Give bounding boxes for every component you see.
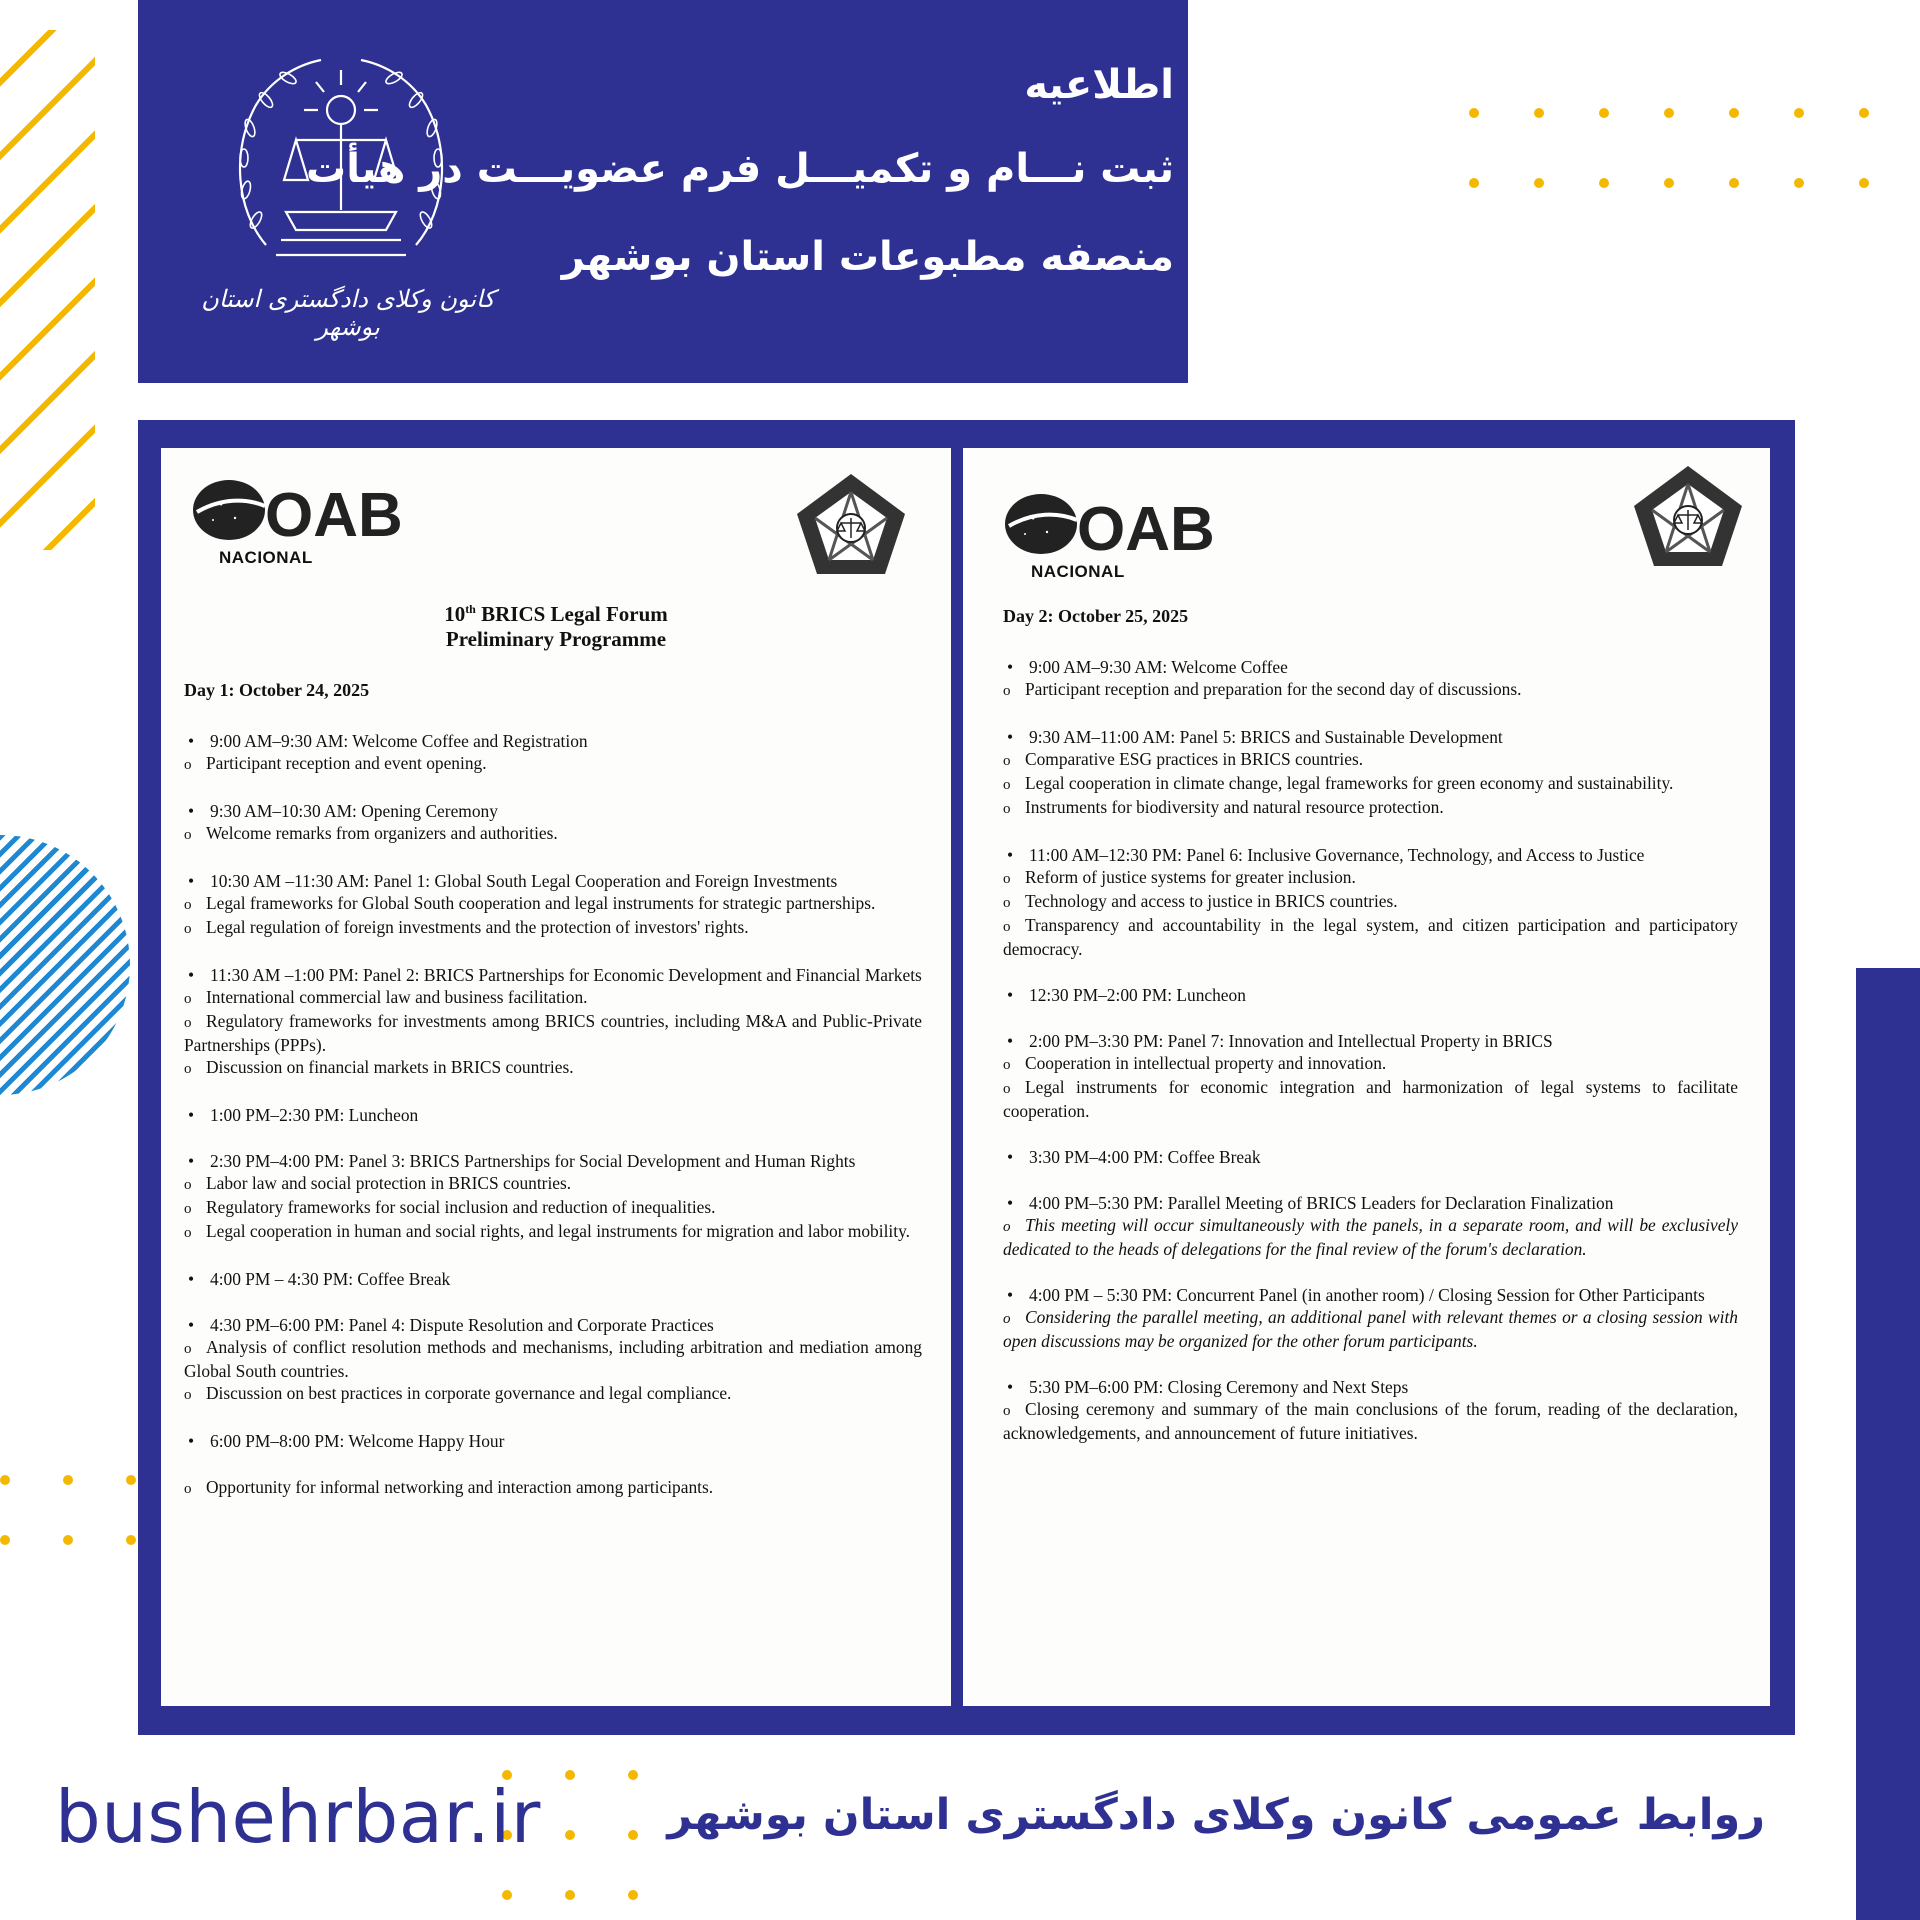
programme-item [184,1104,922,1126]
programme-session-heading: • 9:30 AM–11:00 AM: Panel 5: BRICS and Sustainable Development [1003,726,1738,748]
oab-logo [191,476,403,576]
announcement-title: اطلاعیه [1024,62,1174,108]
programme-session-detail: o Legal regulation of foreign investments and the protection of investors' rights. [184,916,922,940]
programme-session-heading: • 3:30 PM–4:00 PM: Coffee Break [1003,1146,1738,1168]
programme-session-detail: o Considering the parallel meeting, an additional panel with relevant themes or a closing session with open discussions may be organized for the other forum participants. [1003,1306,1738,1352]
programme-item [1003,1284,1738,1352]
programme-item [184,1430,922,1452]
programme-session-detail: o Legal instruments for economic integration and harmonization of legal systems to facilitate cooperation. [1003,1076,1738,1122]
programme-session-detail: o Participant reception and preparation for the second day of discussions. [1003,678,1738,702]
announcement-subtitle-line2: منصفه مطبوعات استان بوشهر [561,234,1174,280]
oab-logo-subtext: NACIONAL [1031,562,1125,581]
programme-session-detail: o Technology and access to justice in BRICS countries. [1003,890,1738,914]
programme-item [184,1268,922,1290]
programme-session-heading: • 2:00 PM–3:30 PM: Panel 7: Innovation and Intellectual Property in BRICS [1003,1030,1738,1052]
programme-session-detail: o Legal cooperation in climate change, legal frameworks for green economy and sustainability. [1003,772,1738,796]
programme-session-detail: o This meeting will occur simultaneously with the panels, in a separate room, and will be exclusively dedicated to the heads of delegations for the final review of the forum's declaration. [1003,1214,1738,1260]
decorative-yellow-stripes [0,30,95,550]
programme-item [1003,726,1738,820]
programme-page-day1 [161,448,951,1706]
programme-item [1003,1376,1738,1444]
programme-session-heading: • 10:30 AM –11:30 AM: Panel 1: Global South Legal Cooperation and Foreign Investments [184,870,922,892]
document-frame [138,420,1795,1735]
programme-session-detail: o International commercial law and business facilitation. [184,986,922,1010]
day2-programme-list [1003,656,1738,1468]
programme-item [184,1476,922,1500]
decorative-navy-side-bar [1856,968,1920,1920]
brics-legal-forum-logo [1628,462,1748,572]
day2-heading: Day 2: October 25, 2025 [1003,606,1189,626]
programme-session-heading: • 4:30 PM–6:00 PM: Panel 4: Dispute Resolution and Corporate Practices [184,1314,922,1336]
programme-session-detail: o Legal cooperation in human and social rights, and legal instruments for migration and labor mobility. [184,1220,922,1244]
programme-page-day2 [963,448,1770,1706]
programme-session-detail: o Cooperation in intellectual property and innovation. [1003,1052,1738,1076]
programme-session-heading: • 4:00 PM–5:30 PM: Parallel Meeting of BRICS Leaders for Declaration Finalization [1003,1192,1738,1214]
programme-session-detail: o Instruments for biodiversity and natural resource protection. [1003,796,1738,820]
programme-session-heading: • 5:30 PM–6:00 PM: Closing Ceremony and Next Steps [1003,1376,1738,1398]
programme-item [184,800,922,846]
programme-session-detail: o Closing ceremony and summary of the main conclusions of the forum, reading of the declaration, acknowledgements, and announcement of future initiatives. [1003,1398,1738,1444]
programme-item [1003,1192,1738,1260]
svg-text:OAB: OAB [265,481,403,550]
forum-subtitle: Preliminary Programme [445,627,667,651]
announcement-subtitle-line1: ثبت نـــام و تکمیـــل فرم عضویـــت در هیأت [306,146,1174,192]
programme-item [1003,844,1738,960]
brics-legal-forum-logo [791,470,911,580]
programme-session-detail: o Participant reception and event opening. [184,752,922,776]
programme-item [1003,1146,1738,1168]
programme-session-detail: o Legal frameworks for Global South cooperation and legal instruments for strategic partnerships. [184,892,922,916]
programme-item [1003,1030,1738,1122]
oab-logo [1003,490,1215,590]
programme-item [184,964,922,1080]
programme-session-detail: o Welcome remarks from organizers and authorities. [184,822,922,846]
announcement-header [138,0,1188,383]
programme-item [1003,984,1738,1006]
programme-session-detail: o Regulatory frameworks for investments among BRICS countries, including M&A and Public-Private Partnerships (PPPs). [184,1010,922,1056]
programme-session-detail: o Discussion on financial markets in BRICS countries. [184,1056,922,1080]
programme-item [1003,656,1738,702]
programme-session-heading: • 4:00 PM – 4:30 PM: Coffee Break [184,1268,922,1290]
programme-session-heading: • 9:30 AM–10:30 AM: Opening Ceremony [184,800,922,822]
website-url[interactable]: bushehrbar.ir [55,1775,541,1859]
decorative-blue-striped-circle [0,835,130,1095]
programme-session-heading: • 9:00 AM–9:30 AM: Welcome Coffee and Registration [184,730,922,752]
public-relations-caption: روابط عمومی کانون وکلای دادگستری استان بوشهر [667,1790,1765,1840]
programme-session-heading: • 9:00 AM–9:30 AM: Welcome Coffee [1003,656,1738,678]
programme-session-detail: o Comparative ESG practices in BRICS countries. [1003,748,1738,772]
decorative-dot-grid-top-right [1469,108,1865,188]
programme-session-detail: o Regulatory frameworks for social inclusion and reduction of inequalities. [184,1196,922,1220]
programme-session-detail: o Labor law and social protection in BRICS countries. [184,1172,922,1196]
programme-session-heading: • 2:30 PM–4:00 PM: Panel 3: BRICS Partnerships for Social Development and Human Rights [184,1150,922,1172]
programme-session-heading: • 1:00 PM–2:30 PM: Luncheon [184,1104,922,1126]
svg-text:OAB: OAB [1077,495,1215,564]
programme-session-heading: • 11:30 AM –1:00 PM: Panel 2: BRICS Partnerships for Economic Development and Financial Markets [184,964,922,986]
programme-session-heading: • 4:00 PM – 5:30 PM: Concurrent Panel (in another room) / Closing Session for Other Participants [1003,1284,1738,1306]
programme-item [184,870,922,940]
programme-session-detail: o Transparency and accountability in the legal system, and citizen participation and participatory democracy. [1003,914,1738,960]
day1-programme-list [184,730,922,1524]
programme-session-heading: • 12:30 PM–2:00 PM: Luncheon [1003,984,1738,1006]
programme-session-detail: o Reform of justice systems for greater inclusion. [1003,866,1738,890]
programme-item [184,730,922,776]
programme-session-heading: • 11:00 AM–12:30 PM: Panel 6: Inclusive Governance, Technology, and Access to Justice [1003,844,1738,866]
programme-item [184,1150,922,1244]
programme-item [184,1314,922,1406]
forum-title: 10th BRICS Legal Forum [444,602,668,626]
programme-session-detail: o Analysis of conflict resolution methods and mechanisms, including arbitration and mediation among Global South countries. [184,1336,922,1382]
programme-session-heading: • 6:00 PM–8:00 PM: Welcome Happy Hour [184,1430,922,1452]
oab-logo-subtext: NACIONAL [219,548,313,567]
programme-session-detail: o Discussion on best practices in corporate governance and legal compliance. [184,1382,922,1406]
day1-heading: Day 1: October 24, 2025 [184,680,370,700]
programme-session-detail: o Opportunity for informal networking and interaction among participants. [184,1476,922,1500]
emblem-caption: کانون وکلای دادگستری استان بوشهر [201,285,495,341]
